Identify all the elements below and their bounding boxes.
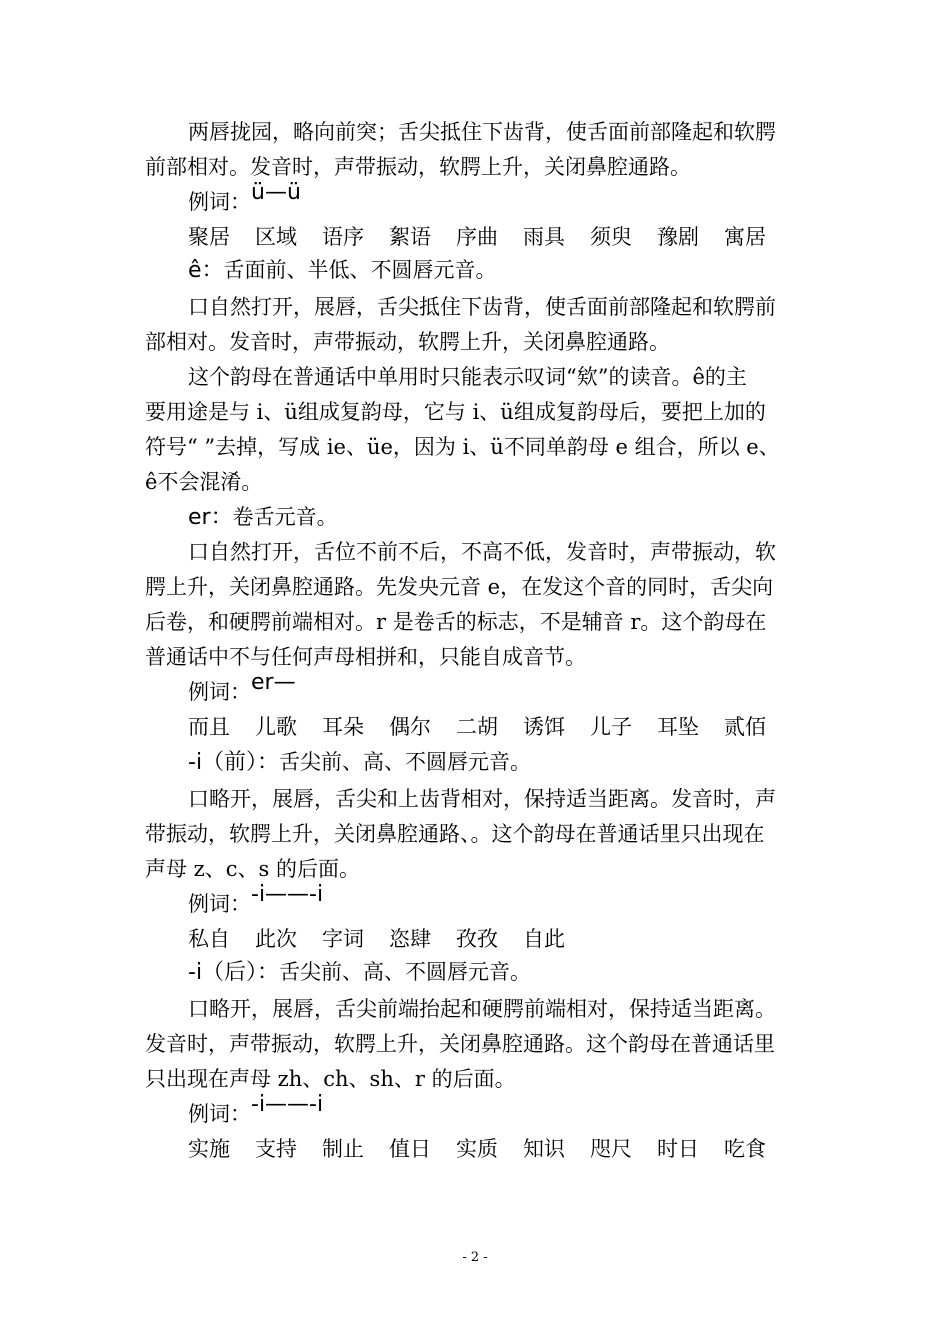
paragraph-line: 只出现在声母 zh、ch、sh、r 的后面。 (145, 1067, 516, 1091)
paragraph-line: 这个韵母在普通话中单用时只能表示叹词“欸”的读音。ê的主 (188, 365, 747, 389)
example-pinyin: -i——-i (251, 882, 324, 907)
vowel-symbol: -i（后）： (188, 960, 280, 985)
example-word: 而且 (188, 715, 230, 739)
example-word: 寓居 (724, 225, 766, 249)
vowel-symbol: -i（前）： (188, 750, 280, 775)
example-label: 例词： (188, 1102, 251, 1126)
example-pinyin: -i——-i (251, 1092, 324, 1117)
example-word: 耳坠 (657, 715, 699, 739)
example-label: 例词： (188, 680, 251, 704)
paragraph-line: 后卷，和硬腭前端相对。r 是卷舌的标志，不是辅音 r。这个韵母在 (145, 610, 767, 634)
example-word: 语序 (322, 225, 364, 249)
example-word: 实质 (456, 1137, 498, 1161)
example-word: 恣肆 (389, 927, 431, 951)
example-line (188, 180, 818, 220)
example-word: 须臾 (590, 225, 632, 249)
paragraph-line: 前部相对。发音时，声带振动，软腭上升，关闭鼻腔通路。 (145, 155, 691, 179)
example-word: 私自 (188, 927, 230, 951)
vowel-symbol: ê： (188, 258, 224, 283)
example-word: 序曲 (456, 225, 498, 249)
example-word: 贰佰 (724, 715, 766, 739)
paragraph-line: 两唇拢园，略向前突；舌尖抵住下齿背，使舌面前部隆起和软腭 (188, 120, 776, 144)
paragraph-line: 发音时，声带振动，软腭上升，关闭鼻腔通路。这个韵母在普通话里 (145, 1032, 775, 1056)
example-word: 聚居 (188, 225, 230, 249)
example-word: 儿歌 (255, 715, 297, 739)
example-word: 知识 (523, 1137, 565, 1161)
example-word: 时日 (657, 1137, 699, 1161)
paragraph-line: 普通话中不与任何声母相拼和，只能自成音节。 (145, 645, 586, 669)
example-words (188, 1132, 818, 1166)
paragraph-line: 口自然打开，舌位不前不后，不高不低，发音时，声带振动，软 (188, 540, 776, 564)
paragraph-line: 口略开，展唇，舌尖前端抬起和硬腭前端相对，保持适当距离。 (188, 997, 776, 1021)
example-words (188, 710, 818, 744)
example-word: 豫剧 (657, 225, 699, 249)
section-heading (188, 500, 818, 535)
example-line (188, 1092, 818, 1132)
example-word: 吃食 (724, 1137, 766, 1161)
paragraph-line: 口略开，展唇，舌尖和上齿背相对，保持适当距离。发音时，声 (188, 787, 776, 811)
example-line (188, 670, 818, 710)
example-label: 例词： (188, 190, 251, 214)
example-word: 咫尺 (590, 1137, 632, 1161)
paragraph-line: 腭上升，关闭鼻腔通路。先发央元音 e，在发这个音的同时，舌尖向 (145, 575, 774, 599)
example-words (188, 922, 818, 956)
example-word: 区域 (255, 225, 297, 249)
paragraph-line: 口自然打开，展唇，舌尖抵住下齿背，使舌面前部隆起和软腭前 (188, 295, 776, 319)
paragraph-line: 符号“ ”去掉，写成 ie、üe，因为 i、ü不同单韵母 e 组合，所以 e、 (145, 435, 780, 459)
paragraph-line: 要用途是与 i、ü组成复韵母，它与 i、ü组成复韵母后，要把上加的 (145, 400, 766, 424)
paragraph-line: 带振动，软腭上升，关闭鼻腔通路、。这个韵母在普通话里只出现在 (145, 822, 765, 846)
example-word: 制止 (322, 1137, 364, 1161)
example-pinyin: er— (251, 670, 296, 695)
vowel-description: 卷舌元音。 (232, 505, 338, 529)
example-word: 偶尔 (389, 715, 431, 739)
example-word: 雨具 (523, 225, 565, 249)
vowel-description: 舌尖前、高、不圆唇元音。 (279, 750, 532, 774)
example-word: 实施 (188, 1137, 230, 1161)
paragraph-line: ê不会混淆。 (145, 470, 263, 494)
section-heading (188, 253, 818, 288)
section-heading (188, 955, 818, 990)
vowel-description: 舌尖前、高、不圆唇元音。 (279, 960, 532, 984)
example-word: 儿子 (590, 715, 632, 739)
vowel-symbol: er： (188, 505, 233, 530)
example-line (188, 882, 818, 922)
example-word: 耳朵 (322, 715, 364, 739)
paragraph-line: 声母 z、c、s 的后面。 (145, 857, 360, 881)
example-word: 诱饵 (523, 715, 565, 739)
example-word: 值日 (389, 1137, 431, 1161)
section-heading (188, 745, 818, 780)
example-label: 例词： (188, 892, 251, 916)
example-word: 支持 (255, 1137, 297, 1161)
example-word: 孜孜 (456, 927, 498, 951)
example-word: 自此 (523, 927, 565, 951)
page-number: - 2 - (462, 1250, 488, 1265)
example-word: 此次 (255, 927, 297, 951)
example-word: 絮语 (389, 225, 431, 249)
vowel-description: 舌面前、半低、不圆唇元音。 (223, 258, 497, 282)
paragraph-line: 部相对。发音时，声带振动，软腭上升，关闭鼻腔通路。 (145, 330, 670, 354)
example-word: 二胡 (456, 715, 498, 739)
example-words (188, 220, 818, 254)
example-word: 字词 (322, 927, 364, 951)
example-pinyin: ü—ü (251, 180, 301, 205)
